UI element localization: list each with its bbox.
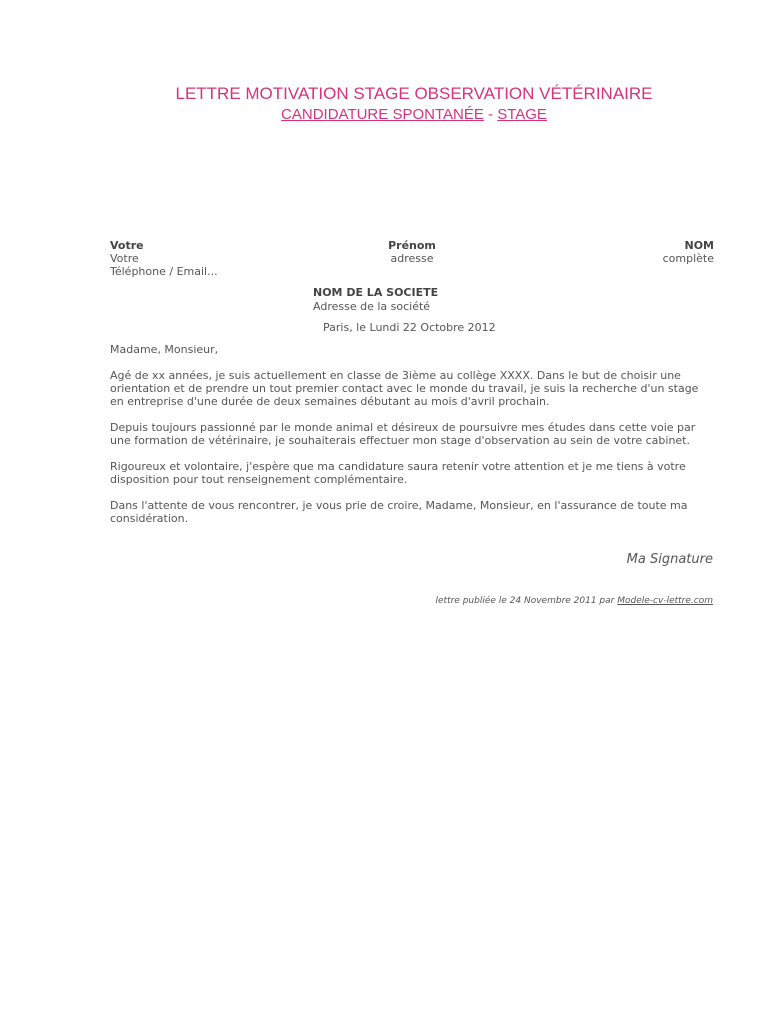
candidature-spontanee-link[interactable]: CANDIDATURE SPONTANÉE bbox=[281, 106, 484, 123]
sender-nom: NOM bbox=[684, 239, 714, 252]
paragraph-2: Depuis toujours passionné par le monde animal et désireux de poursuivre mes études dans cette voie par une formation de vétérinaire, je souhaiterais effectuer mon stage d'observation au sein de votre cabinet. bbox=[110, 421, 696, 447]
date-line: Paris, le Lundi 22 Octobre 2012 bbox=[323, 321, 496, 334]
footer-text: lettre publiée le 24 Novembre 2011 par bbox=[435, 596, 615, 606]
signature: Ma Signature bbox=[626, 552, 713, 567]
sender-votre-bold: Votre bbox=[110, 239, 144, 252]
sender-prenom: Prénom bbox=[388, 239, 436, 252]
greeting: Madame, Monsieur, bbox=[110, 343, 219, 356]
subtitle-separator: - bbox=[488, 106, 494, 123]
footer-site-link[interactable]: Modele-cv-lettre.com bbox=[617, 596, 713, 606]
letter-body bbox=[110, 343, 714, 538]
sender-adresse: adresse bbox=[390, 252, 434, 265]
sender-row-address bbox=[110, 252, 714, 265]
sender-block bbox=[110, 239, 714, 278]
letter-title: LETTRE MOTIVATION STAGE OBSERVATION VÉTÉRINAIRE bbox=[175, 84, 653, 103]
sender-contact: Téléphone / Email... bbox=[110, 265, 218, 278]
company-block bbox=[313, 286, 438, 314]
sender-row-names bbox=[110, 239, 714, 252]
paragraph-3: Rigoureux et volontaire, j'espère que ma candidature saura retenir votre attention et je me tiens à votre disposition pour tout renseignement complémentaire. bbox=[110, 460, 686, 486]
company-name: NOM DE LA SOCIETE bbox=[313, 286, 439, 299]
publication-footer bbox=[436, 596, 713, 606]
title-block bbox=[0, 84, 768, 125]
stage-link[interactable]: STAGE bbox=[497, 106, 547, 123]
paragraph-1: Agé de xx années, je suis actuellement en classe de 3ième au collège XXXX. Dans le but de choisir une orientation et de prendre un tout premier contact avec le monde du travail, je suis la recherche d'un stage en entreprise d'une durée de deux semaines débutant au mois d'avril prochain. bbox=[110, 369, 699, 408]
sender-votre: Votre bbox=[110, 252, 139, 265]
company-address: Adresse de la société bbox=[313, 300, 431, 313]
sender-complete: complète bbox=[662, 252, 714, 265]
paragraph-4: Dans l'attente de vous rencontrer, je vous prie de croire, Madame, Monsieur, en l'assurance de toute ma considération. bbox=[110, 499, 688, 525]
subtitle-links bbox=[60, 105, 768, 125]
